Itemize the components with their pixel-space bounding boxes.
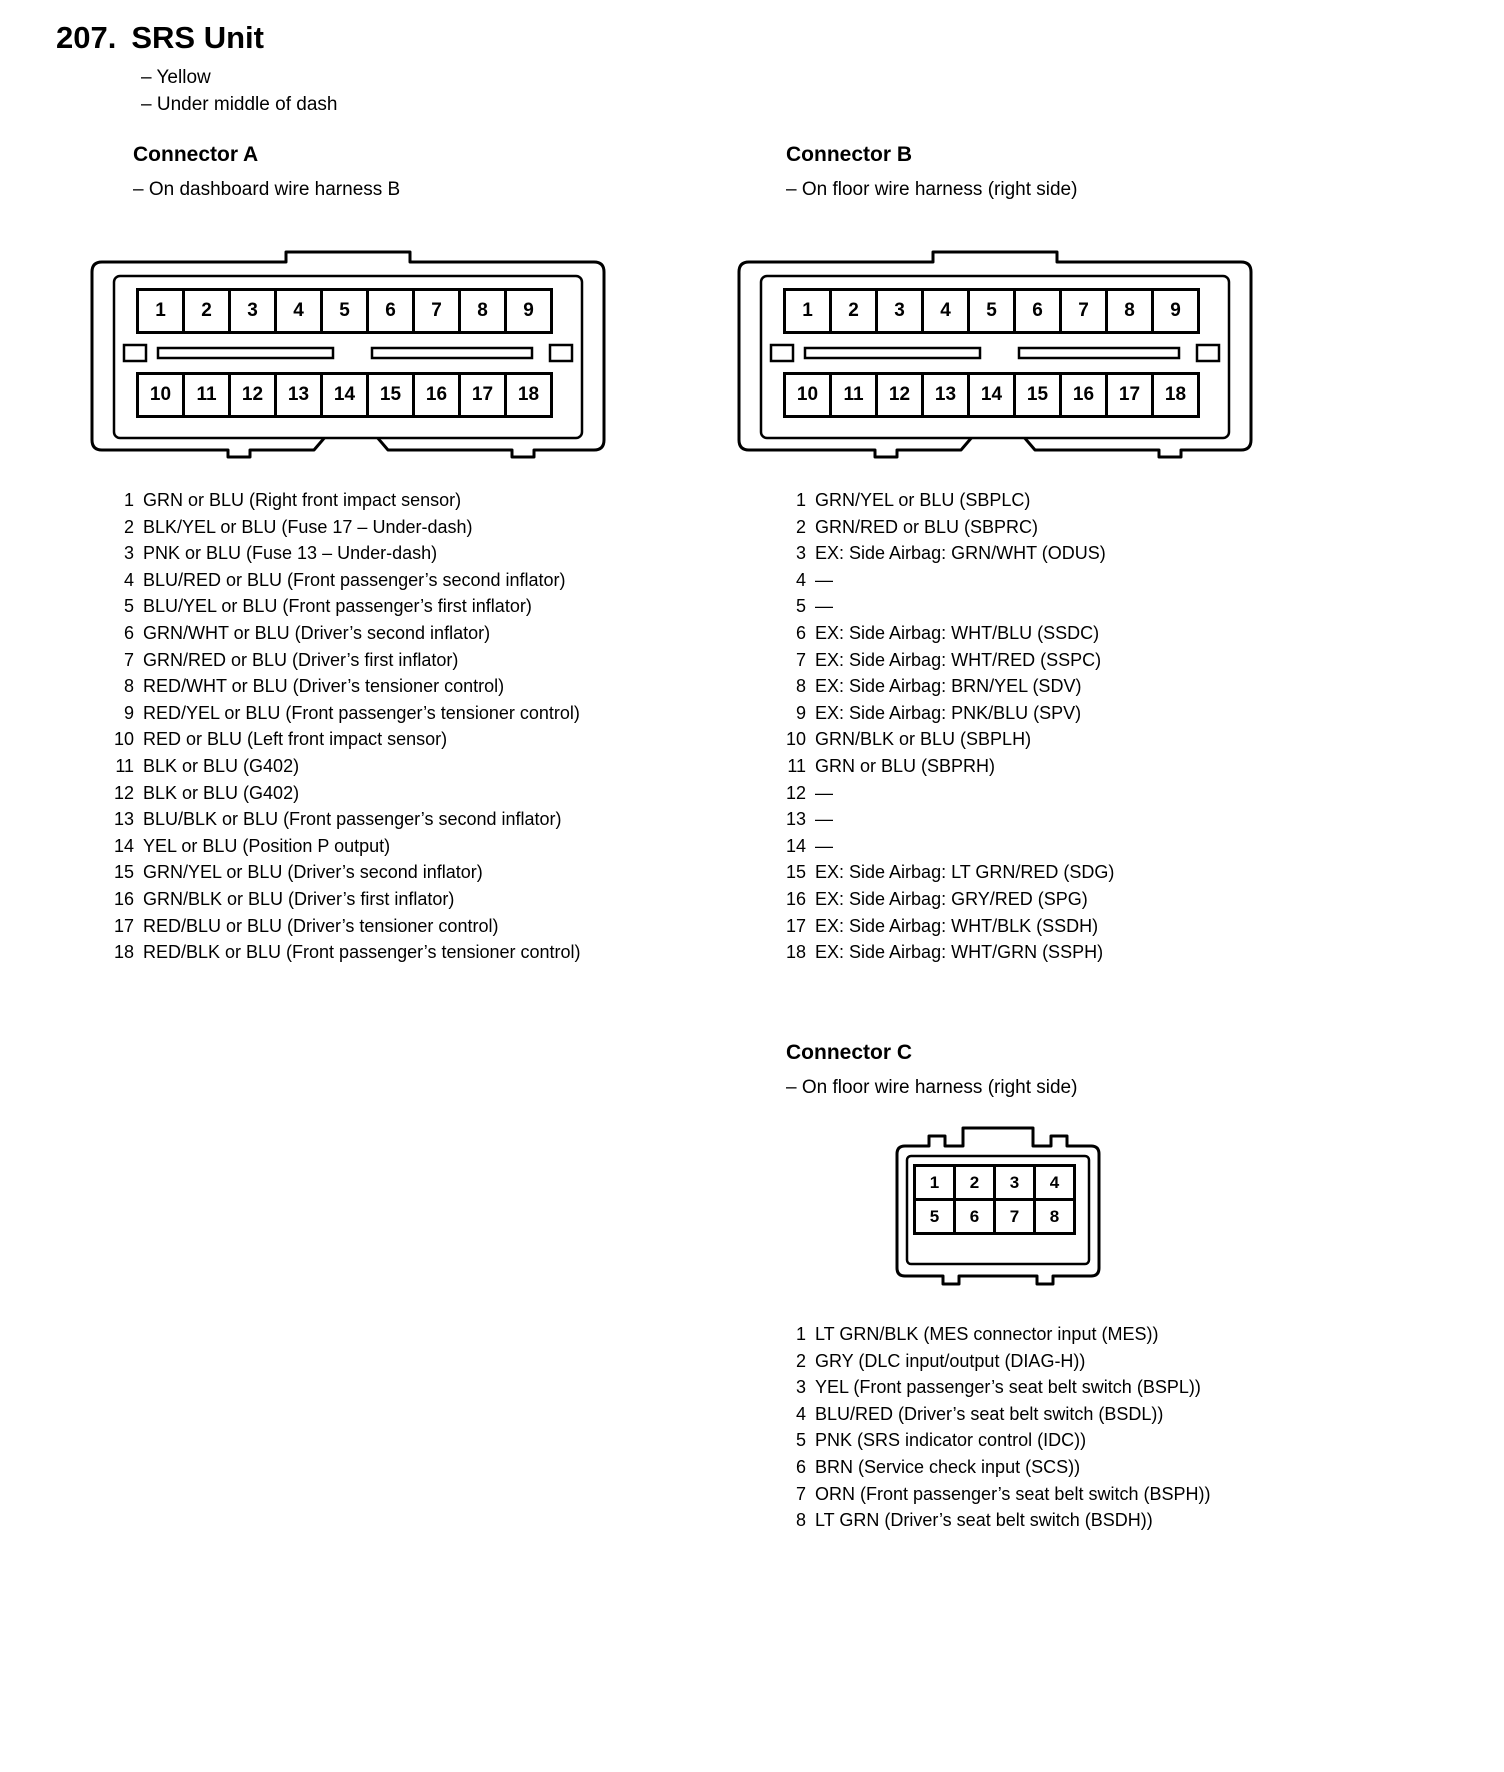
pin-description: RED/WHT or BLU (Driver’s tensioner control) — [143, 676, 505, 697]
pin-description: BLK/YEL or BLU (Fuse 17 – Under-dash) — [143, 516, 473, 537]
connector-a-pin-list — [100, 487, 581, 966]
pin-description: RED/BLU or BLU (Driver’s tensioner control) — [143, 915, 499, 936]
key-slot — [124, 345, 146, 361]
pin-number: 1 — [795, 1324, 806, 1344]
pin-description: PNK (SRS indicator control (IDC)) — [815, 1430, 1087, 1451]
pin-description: BLU/YEL or BLU (Front passenger’s first inflator) — [143, 596, 532, 617]
pin-number: 11 — [115, 755, 134, 776]
pin-description: ORN (Front passenger’s seat belt switch (BSPH)) — [815, 1483, 1211, 1504]
pin-cell: 1 — [913, 1164, 956, 1201]
pin-list-item — [772, 833, 1114, 860]
pin-number: 13 — [785, 809, 806, 830]
pin-description: EX: Side Airbag: WHT/RED (SSPC) — [815, 649, 1102, 670]
pin-number: 8 — [795, 1510, 806, 1531]
pin-list-item — [100, 593, 581, 620]
connector-b-pin-list — [772, 487, 1114, 966]
pin-description: PNK or BLU (Fuse 13 – Under-dash) — [143, 543, 438, 564]
pin-cell: 2 — [953, 1164, 996, 1201]
pin-cell: 8 — [1033, 1198, 1076, 1235]
pin-cell: 3 — [875, 288, 924, 334]
pin-cell: 5 — [967, 288, 1016, 334]
pin-list-item — [100, 647, 581, 674]
pin-list-item — [772, 1454, 1210, 1481]
pin-list-item — [100, 540, 581, 567]
page-title — [56, 20, 264, 56]
connector-c-heading: Connector C — [786, 1041, 912, 1064]
pin-list-item — [772, 593, 1114, 620]
pin-description: LT GRN (Driver’s seat belt switch (BSDH)) — [815, 1510, 1153, 1531]
pin-description: EX: Side Airbag: WHT/BLK (SSDH) — [815, 915, 1099, 936]
pin-description: GRN/YEL or BLU (Driver’s second inflator) — [143, 862, 483, 883]
pin-list-item — [772, 620, 1114, 647]
unit-notes — [141, 64, 337, 118]
pin-cell: 9 — [504, 288, 553, 334]
connector-c-pin-list — [772, 1321, 1210, 1534]
pin-list-item — [772, 726, 1114, 753]
pin-number: 7 — [795, 649, 806, 670]
pin-cell: 6 — [1013, 288, 1062, 334]
pin-list-item — [772, 1374, 1210, 1401]
pin-cell: 16 — [1059, 372, 1108, 418]
pin-cell: 4 — [274, 288, 323, 334]
pin-list-item — [100, 700, 581, 727]
key-slot — [1197, 345, 1219, 361]
pin-list-item — [100, 620, 581, 647]
pin-number: 10 — [113, 729, 134, 750]
pin-list-item — [772, 780, 1114, 807]
pin-description: GRN or BLU (Right front impact sensor) — [143, 490, 462, 510]
pin-description: BLU/BLK or BLU (Front passenger’s second inflator) — [143, 809, 562, 830]
pin-description: BLK or BLU (G402) — [143, 782, 300, 803]
pin-list-item — [100, 726, 581, 753]
section-title: SRS Unit — [131, 20, 264, 55]
pin-number: 1 — [795, 490, 806, 510]
connector-b-pin-row-top — [786, 288, 1200, 334]
pin-number: 1 — [123, 490, 134, 510]
pin-description: RED or BLU (Left front impact sensor) — [143, 729, 448, 750]
pin-list-item — [772, 1321, 1210, 1348]
pin-number: 12 — [113, 782, 134, 803]
pin-list-item — [100, 487, 581, 514]
connector-c-note: – On floor wire harness (right side) — [786, 1077, 1078, 1098]
pin-list-item — [772, 753, 1114, 780]
pin-list-item — [100, 913, 581, 940]
pin-cell: 5 — [320, 288, 369, 334]
pin-number: 3 — [795, 543, 806, 564]
pin-description: BLU/RED (Driver’s seat belt switch (BSDL)) — [815, 1403, 1164, 1424]
pin-cell: 14 — [967, 372, 1016, 418]
pin-list-item — [772, 567, 1114, 594]
pin-description: GRY (DLC input/output (DIAG-H)) — [815, 1350, 1086, 1371]
pin-number: 6 — [795, 1456, 806, 1477]
pin-number: 11 — [787, 755, 806, 776]
pin-description: GRN/RED or BLU (SBPRC) — [815, 516, 1039, 537]
pin-list-item — [772, 806, 1114, 833]
pin-list-item — [100, 780, 581, 807]
pin-list-item — [772, 1401, 1210, 1428]
pin-description: BLK or BLU (G402) — [143, 755, 300, 776]
pin-number: 8 — [795, 676, 806, 697]
key-slot — [805, 348, 980, 358]
pin-number: 3 — [123, 543, 134, 564]
pin-description: EX: Side Airbag: GRY/RED (SPG) — [815, 888, 1088, 909]
key-slot — [372, 348, 532, 358]
key-slot — [771, 345, 793, 361]
connector-c-pin-row-top — [916, 1164, 1076, 1201]
pin-list-item — [100, 886, 581, 913]
pin-description: YEL (Front passenger’s seat belt switch (BSPL)) — [815, 1377, 1201, 1398]
pin-list-item — [772, 1427, 1210, 1454]
pin-number: 5 — [795, 596, 806, 617]
pin-cell: 17 — [458, 372, 507, 418]
pin-cell: 13 — [921, 372, 970, 418]
pin-list-item — [772, 487, 1114, 514]
pin-number: 5 — [123, 596, 134, 617]
pin-number: 4 — [795, 569, 806, 590]
pin-description: EX: Side Airbag: BRN/YEL (SDV) — [815, 676, 1082, 697]
pin-description: — — [815, 782, 833, 803]
connector-housing-drawing — [88, 250, 608, 460]
pin-list-item — [772, 1481, 1210, 1508]
pin-cell: 8 — [458, 288, 507, 334]
connector-a-note: – On dashboard wire harness B — [133, 179, 401, 200]
pin-description: GRN/RED or BLU (Driver’s first inflator) — [143, 649, 459, 670]
note-line: – Yellow — [141, 67, 211, 88]
pin-cell: 5 — [913, 1198, 956, 1235]
pin-number: 7 — [795, 1483, 806, 1504]
pin-cell: 10 — [136, 372, 185, 418]
pin-number: 3 — [795, 1377, 806, 1398]
pin-list-item — [772, 913, 1114, 940]
pin-cell: 7 — [412, 288, 461, 334]
pin-description: RED/BLK or BLU (Front passenger’s tensioner control) — [143, 942, 581, 963]
pin-cell: 15 — [366, 372, 415, 418]
pin-cell: 8 — [1105, 288, 1154, 334]
pin-list-item — [772, 1507, 1210, 1534]
pin-cell: 10 — [783, 372, 832, 418]
pin-number: 4 — [123, 569, 134, 590]
pin-number: 2 — [795, 516, 806, 537]
pin-number: 17 — [785, 915, 806, 936]
key-slot — [550, 345, 572, 361]
pin-cell: 11 — [182, 372, 231, 418]
pin-cell: 12 — [228, 372, 277, 418]
pin-number: 16 — [785, 888, 806, 909]
pin-description: LT GRN/BLK (MES connector input (MES)) — [815, 1324, 1159, 1344]
pin-list-item — [100, 833, 581, 860]
pin-description: — — [815, 835, 833, 856]
connector-housing-drawing — [735, 250, 1255, 460]
pin-number: 18 — [785, 942, 806, 963]
pin-list-item — [772, 673, 1114, 700]
pin-description: BRN (Service check input (SCS)) — [815, 1456, 1081, 1477]
pin-cell: 3 — [228, 288, 277, 334]
pin-number: 6 — [123, 622, 134, 643]
pin-list-item — [772, 1348, 1210, 1375]
pin-cell: 7 — [993, 1198, 1036, 1235]
pin-list-item — [772, 700, 1114, 727]
pin-cell: 7 — [1059, 288, 1108, 334]
pin-number: 6 — [795, 622, 806, 643]
pin-description: — — [815, 569, 833, 590]
pin-cell: 1 — [783, 288, 832, 334]
pin-description: EX: Side Airbag: WHT/GRN (SSPH) — [815, 942, 1104, 963]
pin-description: GRN or BLU (SBPRH) — [815, 755, 996, 776]
pin-number: 16 — [113, 888, 134, 909]
pin-cell: 6 — [953, 1198, 996, 1235]
pin-cell: 13 — [274, 372, 323, 418]
pin-number: 2 — [123, 516, 134, 537]
pin-number: 5 — [795, 1430, 806, 1451]
pin-number: 9 — [795, 702, 806, 723]
pin-number: 18 — [113, 942, 134, 963]
pin-list-item — [772, 859, 1114, 886]
note-line: – Under middle of dash — [141, 94, 338, 115]
pin-list-item — [100, 753, 581, 780]
pin-number: 17 — [113, 915, 134, 936]
pin-number: 2 — [795, 1350, 806, 1371]
pin-cell: 9 — [1151, 288, 1200, 334]
connector-a-pin-row-top — [139, 288, 553, 334]
pin-list-item — [772, 514, 1114, 541]
pin-number: 4 — [795, 1403, 806, 1424]
connector-b-heading: Connector B — [786, 143, 912, 166]
pin-cell: 17 — [1105, 372, 1154, 418]
pin-cell: 11 — [829, 372, 878, 418]
pin-description: YEL or BLU (Position P output) — [143, 835, 391, 856]
pin-cell: 15 — [1013, 372, 1062, 418]
pin-description: EX: Side Airbag: LT GRN/RED (SDG) — [815, 862, 1115, 883]
pin-list-item — [772, 540, 1114, 567]
connector-b-note: – On floor wire harness (right side) — [786, 179, 1078, 200]
pin-list-item — [772, 939, 1114, 966]
pin-list-item — [772, 886, 1114, 913]
pin-number: 14 — [113, 835, 134, 856]
pin-cell: 4 — [921, 288, 970, 334]
pin-description: EX: Side Airbag: GRN/WHT (ODUS) — [815, 543, 1106, 564]
pin-list-item — [100, 939, 581, 966]
connector-b-pin-row-bottom — [786, 372, 1200, 418]
pin-description: BLU/RED or BLU (Front passenger’s second inflator) — [143, 569, 566, 590]
pin-cell: 14 — [320, 372, 369, 418]
pin-list-item — [772, 647, 1114, 674]
pin-number: 15 — [113, 862, 134, 883]
pin-description: RED/YEL or BLU (Front passenger’s tensioner control) — [143, 702, 580, 723]
pin-number: 12 — [785, 782, 806, 803]
key-slot — [158, 348, 333, 358]
section-number: 207. — [56, 20, 117, 55]
pin-cell: 12 — [875, 372, 924, 418]
pin-list-item — [100, 567, 581, 594]
pin-list-item — [100, 514, 581, 541]
pin-cell: 1 — [136, 288, 185, 334]
pin-description: GRN/WHT or BLU (Driver’s second inflator) — [143, 622, 491, 643]
pin-cell: 6 — [366, 288, 415, 334]
pin-cell: 18 — [504, 372, 553, 418]
pin-cell: 2 — [182, 288, 231, 334]
pin-description: GRN/BLK or BLU (Driver’s first inflator) — [143, 888, 455, 909]
pin-list-item — [100, 673, 581, 700]
pin-list-item — [100, 859, 581, 886]
pin-number: 7 — [123, 649, 134, 670]
pin-cell: 2 — [829, 288, 878, 334]
pin-number: 14 — [785, 835, 806, 856]
pin-cell: 4 — [1033, 1164, 1076, 1201]
key-slot — [1019, 348, 1179, 358]
connector-a-pin-row-bottom — [139, 372, 553, 418]
pin-number: 8 — [123, 676, 134, 697]
pin-description: EX: Side Airbag: WHT/BLU (SSDC) — [815, 622, 1100, 643]
connector-a-heading: Connector A — [133, 143, 259, 166]
pin-description: GRN/BLK or BLU (SBPLH) — [815, 729, 1032, 750]
pin-description: — — [815, 596, 833, 617]
pin-cell: 3 — [993, 1164, 1036, 1201]
connector-a-diagram — [88, 250, 608, 460]
connector-c-diagram — [893, 1126, 1103, 1288]
pin-number: 9 — [123, 702, 134, 723]
connector-b-diagram — [735, 250, 1255, 460]
pin-number: 10 — [785, 729, 806, 750]
pin-description: — — [815, 809, 833, 830]
pin-list-item — [100, 806, 581, 833]
pin-cell: 16 — [412, 372, 461, 418]
pin-number: 15 — [785, 862, 806, 883]
pin-description: GRN/YEL or BLU (SBPLC) — [815, 490, 1031, 510]
pin-number: 13 — [113, 809, 134, 830]
pin-description: EX: Side Airbag: PNK/BLU (SPV) — [815, 702, 1082, 723]
connector-c-pin-row-bottom — [916, 1198, 1076, 1235]
pin-cell: 18 — [1151, 372, 1200, 418]
